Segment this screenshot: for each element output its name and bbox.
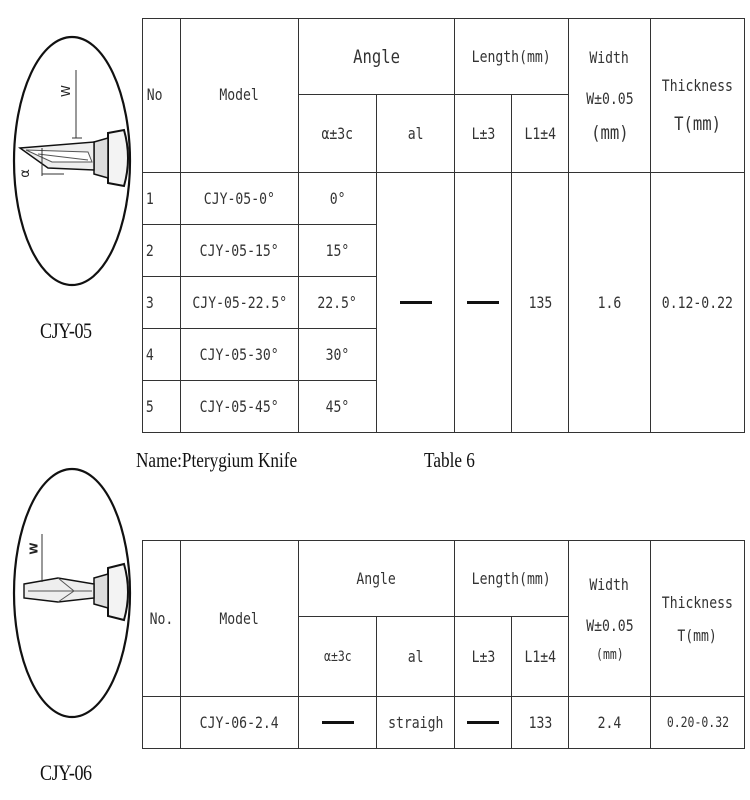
header-alpha: α±3c bbox=[299, 617, 377, 697]
header-alpha: α±3c bbox=[299, 95, 377, 173]
cell-no bbox=[143, 697, 181, 749]
header-length: Length(mm) bbox=[455, 19, 569, 95]
dimension-mark-alpha: α bbox=[17, 169, 33, 178]
cell-alpha: 0° bbox=[299, 173, 377, 225]
header-no: No bbox=[143, 19, 181, 173]
cell-al bbox=[377, 173, 455, 433]
knife-diagram-cjy05 bbox=[8, 30, 136, 292]
cell-no: 4 bbox=[143, 329, 181, 381]
knife-diagram-cjy06 bbox=[8, 462, 136, 724]
header-no: No. bbox=[143, 541, 181, 697]
cell-width: 2.4 bbox=[569, 697, 651, 749]
dash-mark bbox=[400, 301, 432, 304]
cell-alpha: 22.5° bbox=[299, 277, 377, 329]
cell-no: 1 bbox=[143, 173, 181, 225]
cell-no: 2 bbox=[143, 225, 181, 277]
cell-l bbox=[455, 697, 512, 749]
dash-mark bbox=[322, 721, 354, 724]
cell-model: CJY-05-30° bbox=[181, 329, 299, 381]
header-thickness: Thickness T(mm) bbox=[651, 541, 745, 697]
cell-model: CJY-05-22.5° bbox=[181, 277, 299, 329]
dash-mark bbox=[467, 301, 499, 304]
cell-thickness: 0.12-0.22 bbox=[651, 173, 745, 433]
cell-alpha bbox=[299, 697, 377, 749]
cell-no: 5 bbox=[143, 381, 181, 433]
cell-no: 3 bbox=[143, 277, 181, 329]
cell-model: CJY-06-2.4 bbox=[181, 697, 299, 749]
cell-alpha: 30° bbox=[299, 329, 377, 381]
cell-alpha: 15° bbox=[299, 225, 377, 277]
cell-thickness: 0.20-0.32 bbox=[651, 697, 745, 749]
header-al: al bbox=[377, 95, 455, 173]
cell-al: straigh bbox=[377, 697, 455, 749]
cell-model: CJY-05-45° bbox=[181, 381, 299, 433]
spec-table-cjy06 bbox=[142, 540, 745, 749]
dimension-mark-w: W bbox=[27, 542, 41, 555]
cell-model: CJY-05-0° bbox=[181, 173, 299, 225]
cell-l1: 135 bbox=[512, 173, 569, 433]
header-angle: Angle bbox=[299, 541, 455, 617]
cell-alpha: 45° bbox=[299, 381, 377, 433]
header-l: L±3 bbox=[455, 617, 512, 697]
table-row bbox=[143, 173, 745, 225]
header-width: Width W±0.05 (mm) bbox=[569, 19, 651, 173]
header-thickness: Thickness T(mm) bbox=[651, 19, 745, 173]
product-name-label: Name:Pterygium Knife bbox=[136, 448, 298, 472]
cell-l1: 133 bbox=[512, 697, 569, 749]
header-l1: L1±4 bbox=[512, 95, 569, 173]
header-width: Width W±0.05 (mm) bbox=[569, 541, 651, 697]
header-model: Model bbox=[181, 541, 299, 697]
cell-model: CJY-05-15° bbox=[181, 225, 299, 277]
spec-table-cjy05 bbox=[142, 18, 745, 433]
header-l: L±3 bbox=[455, 95, 512, 173]
figure-label-cjy06: CJY-06 bbox=[40, 760, 92, 785]
header-length: Length(mm) bbox=[455, 541, 569, 617]
header-model: Model bbox=[181, 19, 299, 173]
header-al: al bbox=[377, 617, 455, 697]
figure-label-cjy05: CJY-05 bbox=[40, 318, 92, 343]
table-row bbox=[143, 697, 745, 749]
cell-width: 1.6 bbox=[569, 173, 651, 433]
dimension-mark-w: W bbox=[58, 85, 73, 97]
dash-mark bbox=[467, 721, 499, 724]
cell-l bbox=[455, 173, 512, 433]
header-angle: Angle bbox=[299, 19, 455, 95]
header-l1: L1±4 bbox=[512, 617, 569, 697]
table-number-label: Table 6 bbox=[424, 448, 475, 472]
